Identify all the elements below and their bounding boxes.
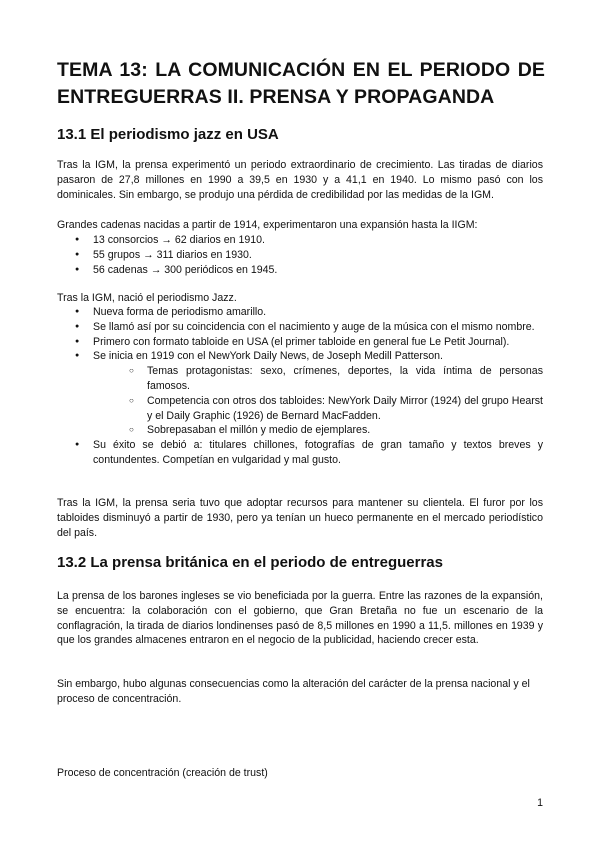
paragraph: La prensa de los barones ingleses se vio beneficiada por la guerra. Entre las razones de la expansión, se encuentra: la colaboración con el gobierno, que Gran Bretaña no fue un escenario de la conflagración, la tirada de diarios londinenses pasó de 8,5 millones en 1990 a 11,5. millones en 1939 y que los grandes almacenes entraron en el negocio de la publicidad, haciendo crecer esta. [57, 590, 543, 647]
page-title: TEMA 13: LA COMUNICACIÓN EN EL PERIODO DE ENTREGUERRAS II. PRENSA Y PROPAGANDA [57, 59, 545, 108]
bullet-list-chains [57, 233, 543, 277]
paragraph: Tras la IGM, nació el periodismo Jazz. [57, 292, 237, 304]
list-item-text: Se inicia en 1919 con el NewYork Daily News, de Joseph Medill Patterson. [93, 350, 443, 363]
list-item: ● 56 cadenas → 300 periódicos en 1945. [57, 263, 543, 278]
list-item: ● Su éxito se debió a: titulares chillones, fotografías de gran tamaño y textos breves y contundentes. Competían en vulgaridad y mal gusto. [57, 438, 543, 468]
paragraph: Grandes cadenas nacidas a partir de 1914, experimentaron una expansión hasta la IIGM: [57, 219, 478, 231]
list-item: ● Nueva forma de periodismo amarillo. [57, 305, 543, 320]
section-heading-13-2: 13.2 La prensa británica en el periodo de entreguerras [57, 554, 443, 571]
section-heading-13-1: 13.1 El periodismo jazz en USA [57, 126, 279, 143]
sub-bullet-list [93, 364, 543, 438]
list-item: ● 13 consorcios → 62 diarios en 1910. [57, 233, 543, 248]
paragraph: Tras la IGM, la prensa seria tuvo que adoptar recursos para mantener su clientela. El furor por los tabloides disminuyó a partir de 1930, pero ya tenían un hueco permanente en el mercado periodístico del país. [57, 497, 543, 539]
paragraph: Tras la IGM, la prensa experimentó un periodo extraordinario de crecimiento. Las tiradas de diarios pasaron de 27,8 millones en 1990 a 39,5 en 1930 y a 41,1 en 1940. Lo mismo pasó con los dominicales. Sin embargo, se produjo una pérdida de credibilidad por las medidas de la IGM. [57, 159, 543, 201]
page-number: 1 [537, 797, 543, 809]
sub-list-item: ○ Temas protagonistas: sexo, crímenes, deportes, la vida íntima de personas famosos. [129, 364, 543, 394]
paragraph: Proceso de concentración (creación de trust) [57, 767, 268, 779]
sub-list-item: ○ Competencia con otros dos tabloides: NewYork Daily Mirror (1924) del grupo Hearst y el Daily Graphic (1926) de Bernard MacFadden. [129, 394, 543, 424]
list-item [57, 349, 543, 438]
sub-list-item: ○ Sobrepasaban el millón y medio de ejemplares. [129, 423, 543, 438]
list-item: ● Primero con formato tabloide en USA (el primer tabloide en general fue Le Petit Journal). [57, 335, 543, 350]
bullet-list-jazz [57, 305, 543, 468]
list-item: ● 55 grupos → 311 diarios en 1930. [57, 248, 543, 263]
list-item: ● Se llamó así por su coincidencia con el nacimiento y auge de la música con el mismo nombre. [57, 320, 543, 335]
paragraph: Sin embargo, hubo algunas consecuencias como la alteración del carácter de la prensa nacional y el proceso de concentración. [57, 678, 530, 705]
